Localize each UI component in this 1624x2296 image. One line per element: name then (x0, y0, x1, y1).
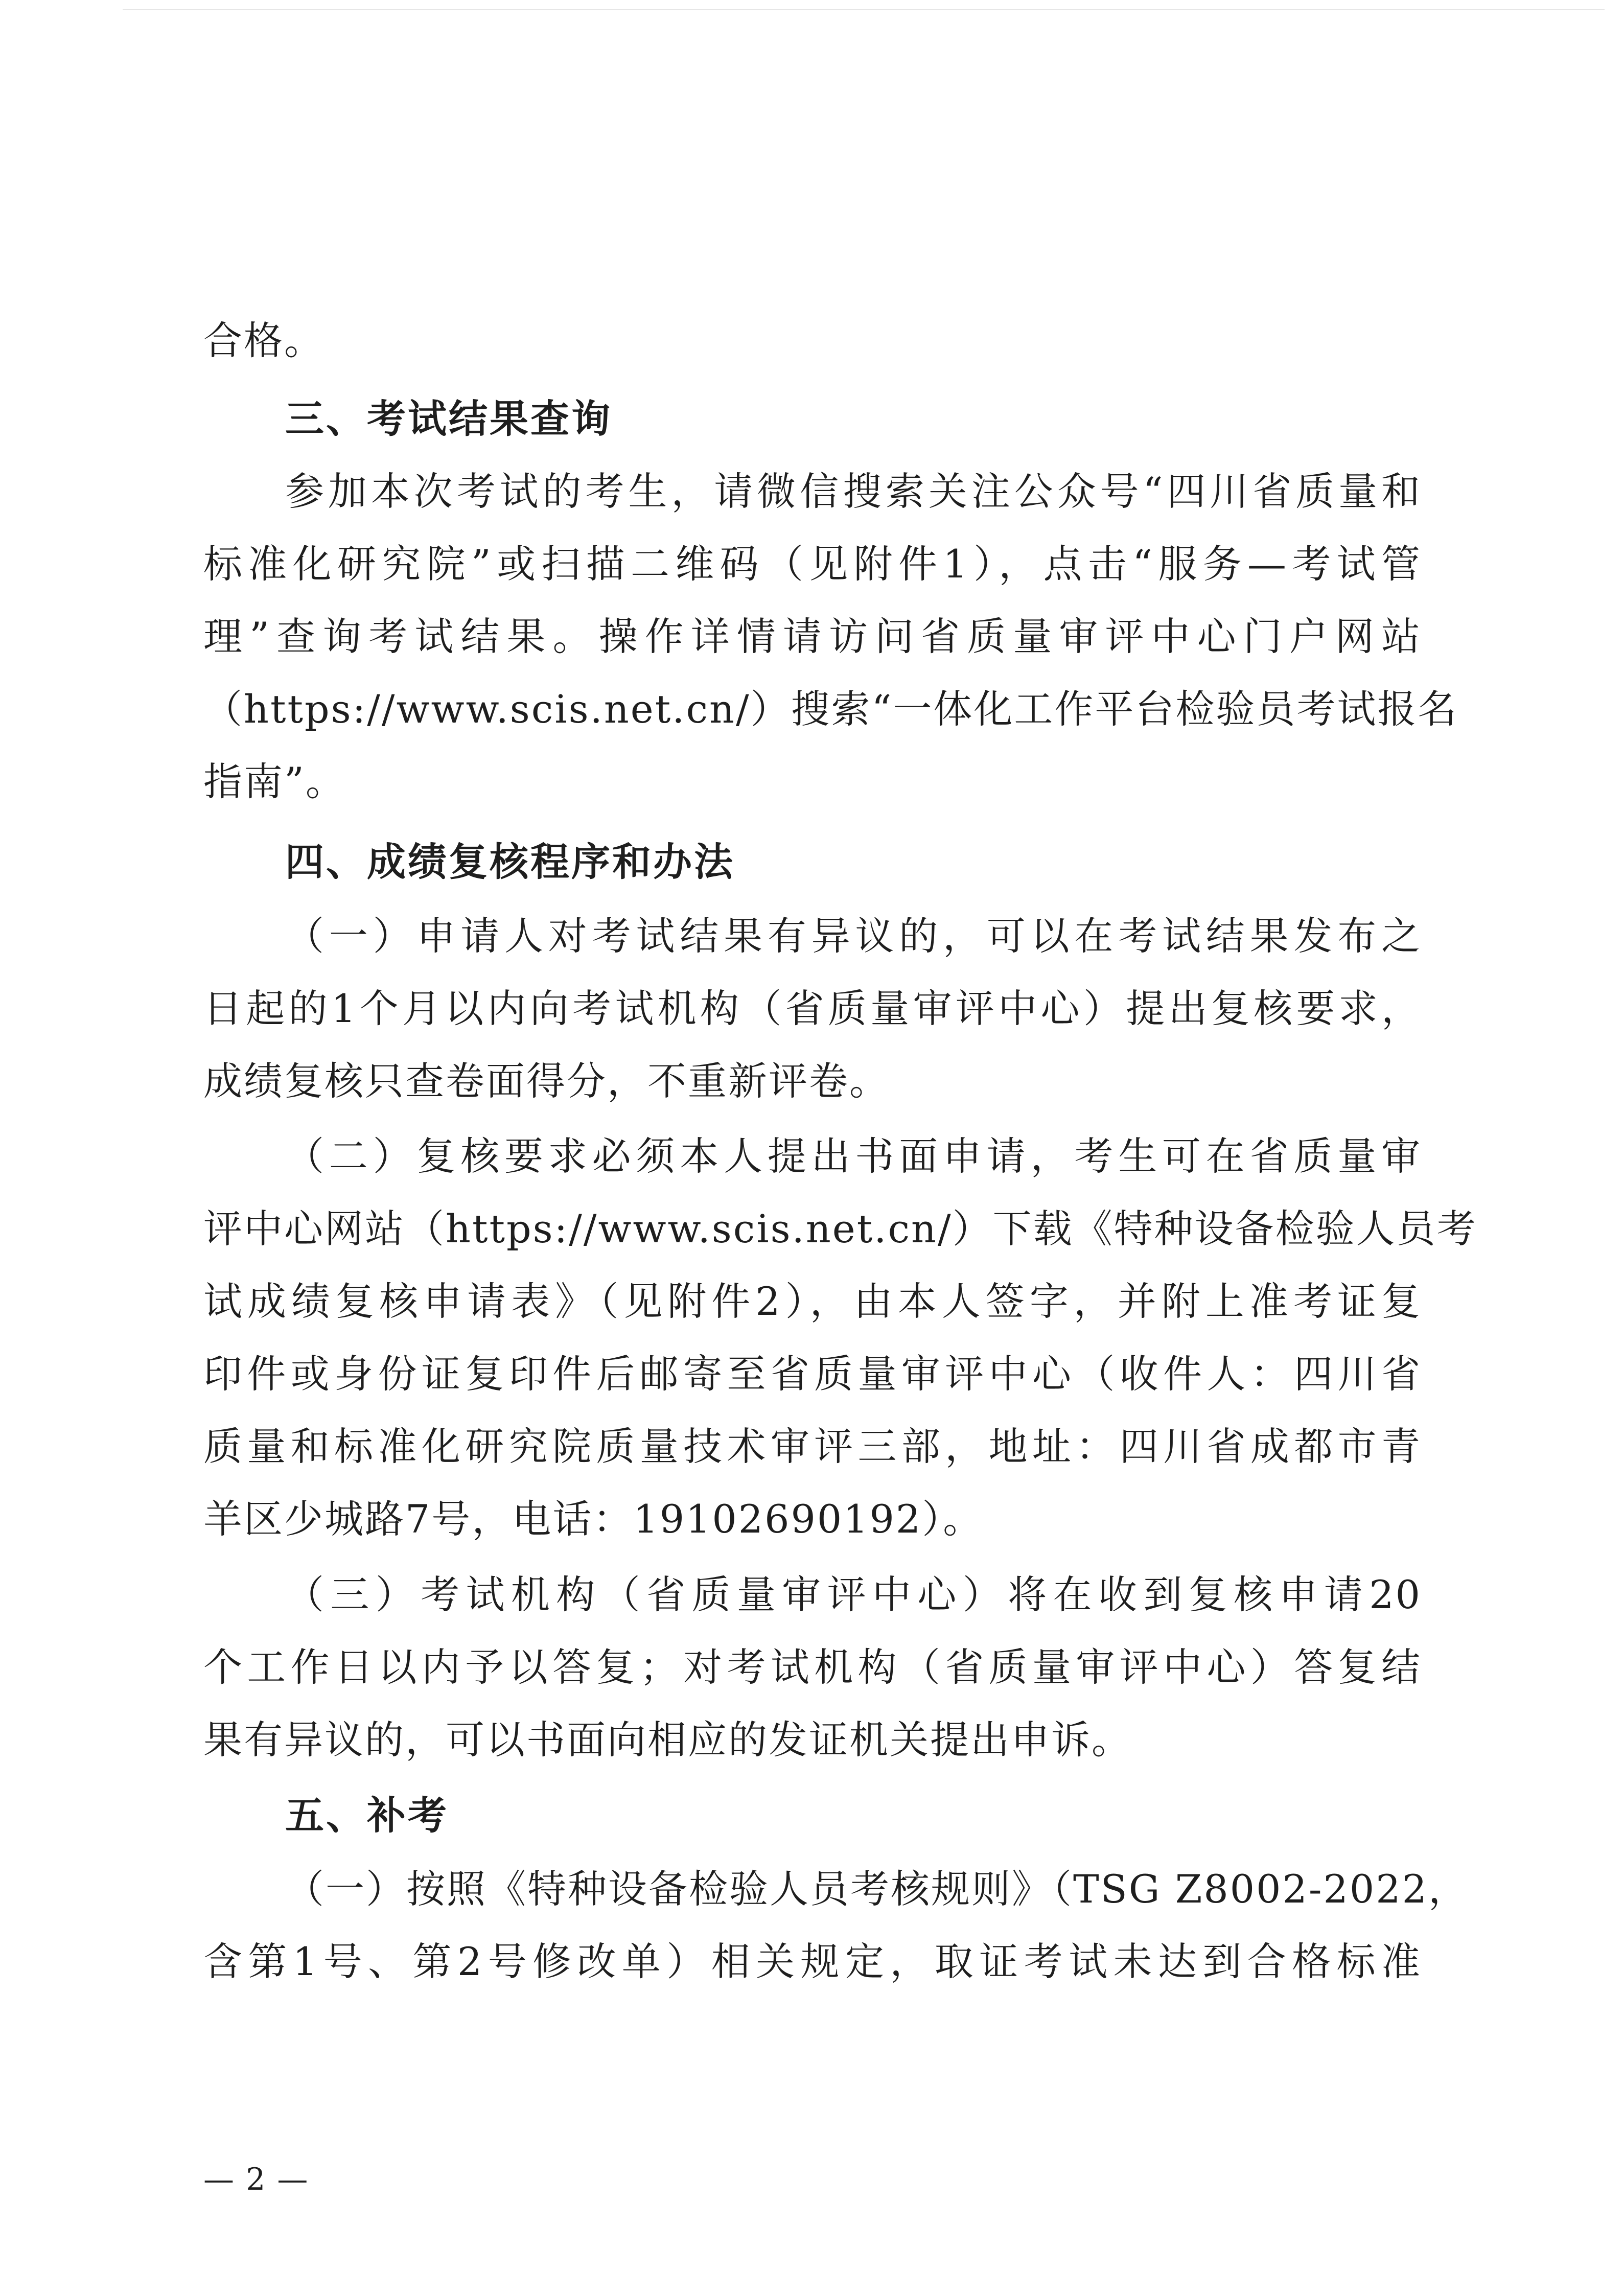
text-line: （二）复核要求必须本人提出书面申请，考生可在省质量审 (285, 1133, 1422, 1179)
text-line: （三）考试机构（省质量审评中心）将在收到复核申请20 (285, 1572, 1422, 1617)
text-line: 合格。 (203, 318, 324, 363)
text-line: 理”查询考试结果。操作详情请访问省质量审评中心门户网站 (203, 614, 1422, 659)
text-line: 参加本次考试的考生，请微信搜索关注公众号“四川省质量和 (285, 469, 1422, 514)
text-line: 日起的1个月以内向考试机构（省质量审评中心）提出复核要求， (203, 986, 1422, 1031)
section-heading-results-query: 三、考试结果查询 (285, 396, 612, 442)
text-line: 成绩复核只查卷面得分，不重新评卷。 (203, 1058, 890, 1104)
text-line: （一）申请人对考试结果有异议的，可以在考试结果发布之 (285, 913, 1422, 959)
text-line: 果有异议的，可以书面向相应的发证机关提出申诉。 (203, 1717, 1132, 1762)
page-number: — 2 — (203, 2162, 309, 2197)
text-line: 含第1号、第2号修改单）相关规定，取证考试未达到合格标准 (203, 1939, 1422, 1984)
top-edge-rule (123, 9, 1605, 10)
text-line: 指南”。 (203, 759, 346, 804)
section-heading-review-procedure: 四、成绩复核程序和办法 (285, 839, 735, 885)
text-line: （https://www.scis.net.cn/）搜索“一体化工作平台检验员考试报名 (203, 686, 1458, 732)
text-line: 质量和标准化研究院质量技术审评三部，地址：四川省成都市青 (203, 1424, 1422, 1469)
text-line: 印件或身份证复印件后邮寄至省质量审评中心（收件人：四川省 (203, 1351, 1422, 1397)
text-line: 评中心网站（https://www.scis.net.cn/）下载《特种设备检验人员考 (203, 1206, 1477, 1251)
text-line: 羊区少城路7号，电话：19102690192）。 (203, 1496, 984, 1542)
text-line: 标准化研究院”或扫描二维码（见附件1），点击“服务—考试管 (203, 541, 1422, 587)
text-line: 个工作日以内予以答复；对考试机构（省质量审评中心）答复结 (203, 1644, 1422, 1690)
text-line: 试成绩复核申请表》（见附件2），由本人签字，并附上准考证复 (203, 1279, 1422, 1324)
text-line: （一）按照《特种设备检验人员考核规则》（TSG Z8002-2022， (285, 1866, 1469, 1912)
section-heading-makeup-exam: 五、补考 (285, 1793, 449, 1838)
